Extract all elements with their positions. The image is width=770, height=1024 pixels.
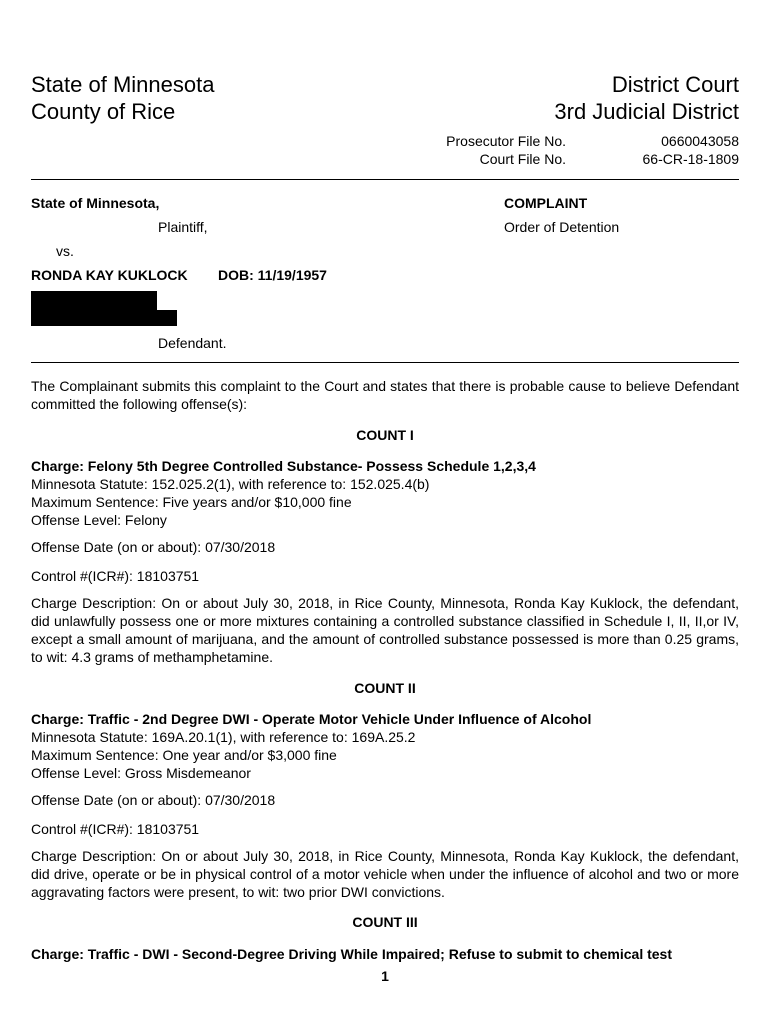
- page-number: 1: [381, 968, 389, 984]
- statute-line: Minnesota Statute: 169A.20.1(1), with reference to: 169A.25.2: [31, 729, 416, 745]
- versus: vs.: [56, 243, 74, 259]
- offense-level-line: Offense Level: Felony: [31, 512, 167, 528]
- charge-title: Charge: Traffic - DWI - Second-Degree Driving While Impaired; Refuse to submit to chemical test: [31, 946, 672, 962]
- control-number-line: Control #(ICR#): 18103751: [31, 821, 200, 837]
- document-subtitle: Order of Detention: [504, 219, 620, 235]
- sentence-line: Maximum Sentence: One year and/or $3,000 fine: [31, 747, 337, 763]
- defendant-dob: DOB: 11/19/1957: [218, 267, 327, 283]
- county-heading: County of Rice: [31, 99, 176, 124]
- charge-description: Charge Description: On or about July 30, 2018, in Rice County, Minnesota, Ronda Kay Kuklock, the defendant, did drive, operate or be in physical control of a motor vehicle when under the influence of alcohol and two or more aggravating factors were present, to wit: two prior DWI convictions.: [31, 848, 739, 900]
- caption-divider: [31, 362, 739, 363]
- charge-description: Charge Description: On or about July 30, 2018, in Rice County, Minnesota, Ronda Kay Kuklock, the defendant, did unlawfully possess one or more mixtures containing a controlled substance classified in Schedule I, II, II,or IV, except a small amount of marijuana, and the amount of controlled substance possessed is more than 0.25 grams, to wit: 4.3 grams of methamphetamine.: [31, 595, 739, 665]
- redaction-block: [31, 291, 157, 326]
- plaintiff-role: Plaintiff,: [158, 219, 208, 235]
- prosecutor-file-value: 0660043058: [661, 133, 739, 149]
- redaction-block: [155, 310, 177, 326]
- defendant-role: Defendant.: [158, 335, 227, 351]
- header-divider: [31, 179, 739, 180]
- state-heading: State of Minnesota: [31, 72, 215, 97]
- count-heading: COUNT I: [356, 427, 414, 443]
- statute-line: Minnesota Statute: 152.025.2(1), with reference to: 152.025.4(b): [31, 476, 430, 492]
- charge-title: Charge: Traffic - 2nd Degree DWI - Operate Motor Vehicle Under Influence of Alcohol: [31, 711, 592, 727]
- court-file-value: 66-CR-18-1809: [642, 151, 739, 167]
- intro-paragraph: The Complainant submits this complaint to the Court and states that there is probable cause to believe Defendant committed the following offense(s):: [31, 378, 739, 412]
- count-heading: COUNT II: [354, 680, 416, 696]
- court-file-label: Court File No.: [479, 151, 566, 167]
- charge-title: Charge: Felony 5th Degree Controlled Substance- Possess Schedule 1,2,3,4: [31, 458, 536, 474]
- offense-date-line: Offense Date (on or about): 07/30/2018: [31, 539, 276, 555]
- prosecutor-file-label: Prosecutor File No.: [446, 133, 566, 149]
- sentence-line: Maximum Sentence: Five years and/or $10,000 fine: [31, 494, 352, 510]
- defendant-name: RONDA KAY KUKLOCK: [31, 267, 188, 283]
- document-title: COMPLAINT: [504, 195, 588, 211]
- offense-level-line: Offense Level: Gross Misdemeanor: [31, 765, 251, 781]
- district-heading: 3rd Judicial District: [554, 99, 739, 124]
- offense-date-line: Offense Date (on or about): 07/30/2018: [31, 792, 276, 808]
- control-number-line: Control #(ICR#): 18103751: [31, 568, 200, 584]
- count-heading: COUNT III: [352, 914, 418, 930]
- court-heading: District Court: [611, 72, 739, 97]
- plaintiff-name: State of Minnesota,: [31, 195, 160, 211]
